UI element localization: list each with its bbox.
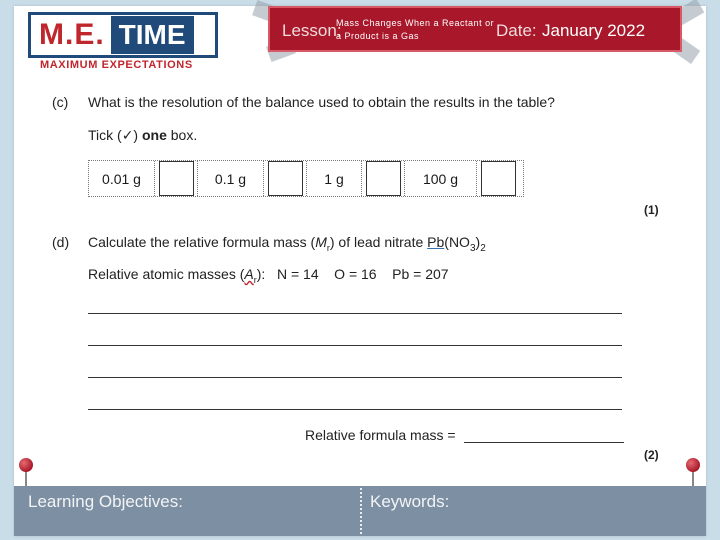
instruction-post: box.: [166, 127, 198, 143]
qd-sub2: 2: [480, 242, 486, 254]
logo-me-text: M.E.: [39, 18, 105, 51]
pin-needle: [25, 470, 27, 486]
ram-pre: Relative atomic masses (: [88, 266, 245, 282]
qd-text-pre: Calculate the relative formula mass (: [88, 234, 316, 250]
answer-line[interactable]: [88, 313, 622, 314]
result-label: Relative formula mass =: [305, 427, 456, 443]
option-cell: [264, 161, 307, 196]
option-label: 1 g: [307, 161, 362, 196]
question-d-label: (d): [52, 234, 70, 250]
question-d-marks: (2): [644, 448, 659, 462]
me-time-logo: [28, 12, 218, 58]
option-cell: [477, 161, 520, 196]
qd-mr-sub: r: [326, 242, 330, 253]
lesson-title: Mass Changes When a Reactant or a Product is a Gas: [336, 18, 495, 41]
option-label: 0.01 g: [89, 161, 155, 196]
option-cell: [362, 161, 405, 196]
footer-bar: [14, 486, 706, 536]
ram-values: N = 14 O = 16 Pb = 207: [276, 266, 449, 282]
ram-post: ):: [256, 266, 266, 282]
pin-needle: [692, 470, 694, 486]
logo-subtitle: MAXIMUM EXPECTATIONS: [40, 59, 193, 71]
answer-options-row: [88, 160, 524, 197]
question-d-text: [88, 234, 486, 254]
lesson-banner: [268, 6, 682, 52]
date-value: January 2022: [542, 21, 646, 40]
ram-ar-sub: r: [253, 274, 257, 285]
question-c-instruction: [88, 127, 197, 144]
relative-atomic-masses: [88, 266, 449, 285]
answer-line[interactable]: [88, 377, 622, 378]
qd-text-mid: ) of lead nitrate: [329, 234, 428, 250]
tick-box-0-1g[interactable]: [268, 161, 303, 196]
qd-pb: Pb: [427, 234, 445, 250]
option-label: 100 g: [405, 161, 477, 196]
qd-sub3: 3: [469, 242, 476, 254]
qd-close: ): [475, 234, 481, 250]
instruction-bold: one: [141, 127, 167, 143]
footer-divider: [360, 488, 362, 534]
pin-icon: [19, 458, 33, 472]
instruction-pre: Tick (✓): [88, 127, 142, 143]
date-label: Date:: [496, 21, 537, 40]
tick-box-100g[interactable]: [481, 161, 516, 196]
question-c-label: (c): [52, 94, 69, 110]
pin-icon: [686, 458, 700, 472]
lesson-label: Lesson:: [282, 21, 342, 40]
keywords-label: Keywords:: [370, 492, 450, 511]
question-c-marks: (1): [644, 203, 659, 217]
tick-box-0-01g[interactable]: [159, 161, 194, 196]
logo-time-text: TIME: [111, 16, 194, 54]
qd-formula: (NO: [444, 234, 470, 250]
tick-box-1g[interactable]: [366, 161, 401, 196]
option-label: 0.1 g: [198, 161, 264, 196]
result-answer-line[interactable]: [464, 442, 624, 443]
ram-ar: A: [244, 266, 254, 282]
option-cell: [155, 161, 198, 196]
qd-mr: M: [315, 234, 327, 250]
question-c-text: What is the resolution of the balance used to obtain the results in the table?: [88, 94, 555, 110]
answer-line[interactable]: [88, 345, 622, 346]
answer-line[interactable]: [88, 409, 622, 410]
learning-objectives-label: Learning Objectives:: [28, 492, 183, 511]
